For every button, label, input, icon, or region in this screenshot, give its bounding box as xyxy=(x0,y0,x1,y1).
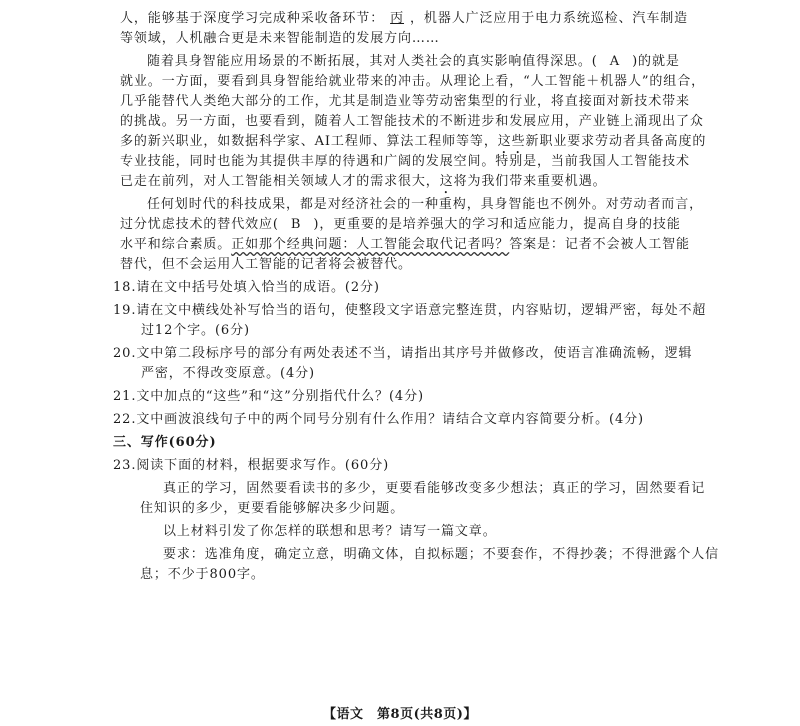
material-line: 住知识的多少，更要看能够解决多少问题。 xyxy=(140,501,405,516)
answer-mark: B xyxy=(290,217,302,232)
text: 人，能够基于深度学习完成种采收备环节： xyxy=(120,11,385,26)
text: 随着具身智能应用场景的不断拓展，其对人类社会的真实影响值得深思。( xyxy=(147,54,598,69)
text: ，机器人广泛应用于电力系统巡检、汽车制造 xyxy=(410,11,689,26)
passage-line: 替代，但不会运用人工智能的记者将会被替代。 xyxy=(120,257,412,272)
wavy-underlined-sentence: 正如那个经典问题：人工智能会取代记者吗？ xyxy=(231,237,510,252)
question-20-cont: 严密，不得改变原意。(4分) xyxy=(141,366,316,381)
question-18: 18.请在文中括号处填入恰当的成语。(2分) xyxy=(113,280,380,295)
text: 将为我们带来重要机遇。 xyxy=(453,174,607,189)
passage-line xyxy=(120,173,607,197)
question-19-cont: 过12个字。(6分) xyxy=(141,323,250,338)
text: )的就是 xyxy=(632,54,680,69)
requirements-line: 息；不少于800字。 xyxy=(140,567,265,582)
dotted-word: 这 xyxy=(439,174,454,189)
dotted-word: 这些 xyxy=(497,134,526,149)
passage-line: 任何划时代的科技成果，都是对经济社会的一种重构，具身智能也不例外。对劳动者而言， xyxy=(147,197,704,212)
passage-line: 几乎能替代人类绝大部分的工作，尤其是制造业等劳动密集型的行业，将直接面对新技术带来 xyxy=(120,94,690,109)
question-23: 23.阅读下面的材料，根据要求写作。(60分) xyxy=(113,458,390,473)
text: 多的新兴职业，如数据科学家、AI工程师、算法工程师等等， xyxy=(120,134,498,149)
passage-line xyxy=(120,236,690,254)
question-22: 22.文中画波浪线句子中的两个同号分别有什么作用？请结合文章内容简要分析。(4分) xyxy=(113,412,644,427)
fill-blank: 丙 xyxy=(390,11,405,26)
passage-line xyxy=(147,53,680,71)
section-title: 三、写作(60分) xyxy=(113,435,217,450)
passage-line: 的挑战。另一方面，也要看到，随着人工智能技术的不断进步和发展应用，产业链上涌现出了众 xyxy=(120,114,704,129)
passage-line: 等领域，人机融合更是未来智能制造的发展方向…… xyxy=(120,31,440,46)
text: 已走在前列，对人工智能相关领域人才的需求很大， xyxy=(120,174,440,189)
text: 水平和综合素质。 xyxy=(120,237,232,252)
passage-line xyxy=(120,10,688,28)
material-line: 真正的学习，固然要看读书的多少，更要看能够改变多少想法；真正的学习，固然要看记 xyxy=(163,481,706,496)
text: 过分忧虑技术的替代效应( xyxy=(120,217,279,232)
page-footer: 【语文 第8页(共8页)】 xyxy=(323,707,477,722)
passage-line xyxy=(120,216,681,234)
question-19: 19.请在文中横线处补写恰当的语句，使整段文字语意完整连贯，内容贴切，逻辑严密，每处不超 xyxy=(113,303,707,318)
requirements-line: 要求：选准角度，确定立意，明确文体，自拟标题；不要套作，不得抄袭；不得泄露个人信 xyxy=(163,547,720,562)
question-21: 21.文中加点的“这些”和“这”分别指代什么？(4分) xyxy=(113,389,424,404)
prompt-line: 以上材料引发了你怎样的联想和思考？请写一篇文章。 xyxy=(163,524,497,539)
text: 答案是：记者不会被人工智能 xyxy=(509,237,690,252)
answer-mark: A xyxy=(609,54,621,69)
passage-line: 就业。一方面，要看到具身智能给就业带来的冲击。从理论上看，“人工智能＋机器人”的组合， xyxy=(120,74,705,89)
text: 新职业要求劳动者具备高度的 xyxy=(525,134,707,149)
question-20: 20.文中第二段标序号的部分有两处表述不当，请指出其序号并做修改，使语言准确流畅，逻辑 xyxy=(113,346,693,361)
passage-line: 专业技能，同时也能为其提供丰厚的待遇和广阔的发展空间。特别是，当前我国人工智能技术 xyxy=(120,154,690,169)
text: )，更重要的是培养强大的学习和适应能力，提高自身的技能 xyxy=(313,217,681,232)
